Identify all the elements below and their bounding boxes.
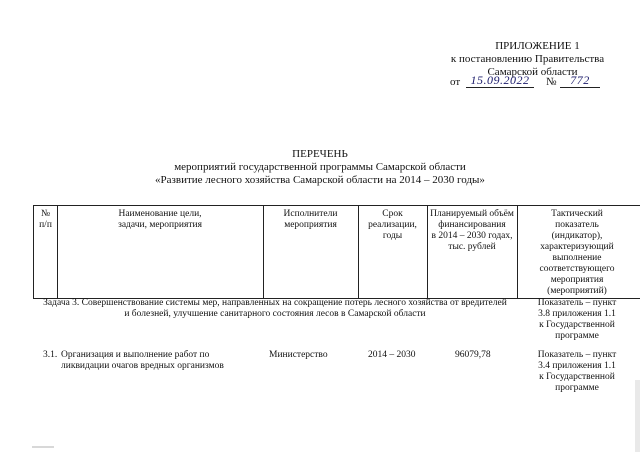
row-amount: 96079,78 [455,350,491,360]
table-row [33,350,640,402]
task-text: Задача 3. Совершенствование системы мер, направленных на сокращение потерь лесного хозяйства от вредителей и болезней, улучшение санитарного состояния лесов в Самарской области [43,298,507,319]
number-prefix: № [546,76,557,88]
column-header-executor: Исполнители мероприятия [283,209,338,230]
table-header [33,205,640,299]
row-indicator: Показатель – пункт 3.4 приложения 1.1 к Государственной программе [537,350,617,393]
column-header-period: Срок реализации, годы [368,209,417,241]
row-period: 2014 – 2030 [368,350,416,360]
column-header-num: № п/п [39,209,52,230]
column-header-name: Наименование цели, задачи, мероприятия [118,209,202,230]
decree-date-line [450,73,620,90]
task-indicator: Показатель – пункт 3.8 приложения 1.1 к Государственной программе [537,298,617,341]
document-title [0,148,640,187]
decree-date: 15.09.2022 [466,73,534,88]
row-executor: Министерство [269,350,328,360]
appendix-label: ПРИЛОЖЕНИЕ 1 [495,40,580,52]
row-number: 3.1. [43,350,58,360]
scan-edge-shadow [635,380,640,452]
title-heading: ПЕРЕЧЕНЬ [292,148,348,160]
title-line-1: мероприятий государственной программы Самарской области [174,161,466,173]
region-line: Самарской области [487,66,578,78]
decree-number: 772 [560,73,600,88]
decree-line: к постановлению Правительства [450,53,605,65]
row-measure-name: Организация и выполнение работ по ликвидации очагов вредных организмов [61,350,224,371]
column-header-funding: Планируемый объём финансирования в 2014 – 2030 годах, тыс. рублей [430,209,514,252]
task-row [40,298,640,353]
date-prefix: от [450,76,461,88]
column-header-indicator: Тактический показатель (индикатор), характеризующий выполнение соответствующего мероприятия (мероприятий) [539,209,615,296]
scan-speck [32,446,54,448]
title-line-2: «Развитие лесного хозяйства Самарской области на 2014 – 2030 годы» [155,174,485,186]
